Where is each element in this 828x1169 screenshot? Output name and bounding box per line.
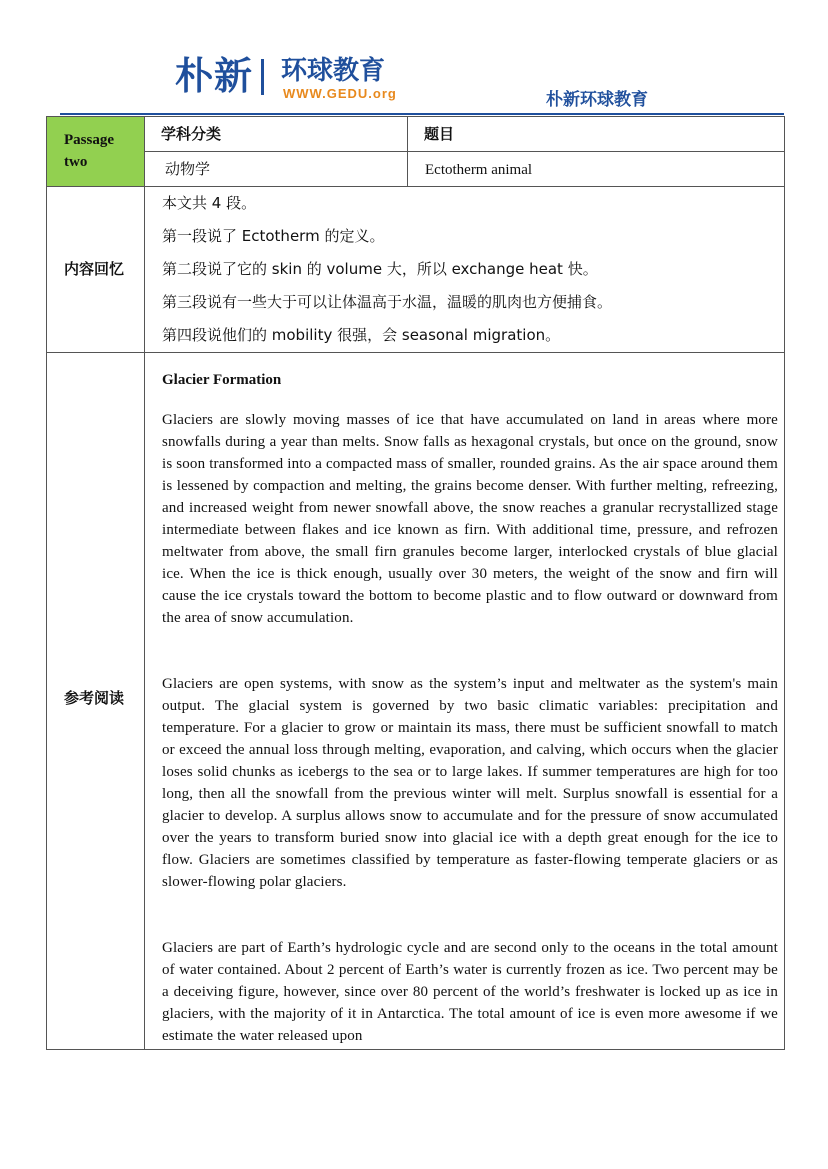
reading-paragraph: Glaciers are slowly moving masses of ice that have accumulated on land in areas where more snowfalls during a year than melts. Snow falls as hexagonal crystals, but once on the ground, snow is soon transformed into a compacted mass of smaller, rounded grains. As the air space around them is lessened by compaction and melting, the grains become denser. With further melting, refreezing, and increased weight from newer snowfall above, the snow reaches a granular recrystallized stage intermediate between flakes and ice known as firn. With additional time, pressure, and refrozen meltwater from above, the small firn granules become larger, interlocked crystals of blue glacial ice. When the ice is thick enough, usually over 30 meters, the weight of the snow and firn will cause the ice crystals toward the bottom to become plastic and to flow outward or downward from the area of snow accumulation.: [162, 412, 778, 626]
passage-label-line-1: Passage: [64, 132, 114, 148]
passage-label: [64, 129, 114, 173]
reading-label: 参考阅读: [64, 689, 125, 707]
recap-label: 内容回忆: [64, 260, 125, 278]
passage-label-line-2: two: [64, 154, 88, 170]
subject-header-cell: [145, 117, 408, 152]
reading-paragraph: Glaciers are open systems, with snow as the system’s input and meltwater as the system's main output. The glacial system is governed by two basic climatic variables: precipitation and temperature. For a glacier to grow or maintain its mass, there must be sufficient snowfall to match or exceed the annual loss through melting, evaporation, and calving, which occurs when the glacier loses solid chunks as icebergs to the sea or to large lakes. If summer temperatures are high for too long, then all the snowfall from the previous winter will melt. Surplus snowfall is essential for a glacier to develop. A surplus allows snow to accumulate and for the pressure of snow accumulated over the years to transform buried snow into glacial ice with a depth great enough for the ice to flow. Glaciers are sometimes classified by temperature as faster-flowing temperate glaciers or as slower-flowing polar glaciers.: [162, 676, 778, 890]
reading-paragraph: Glaciers are part of Earth’s hydrologic cycle and are second only to the oceans in the total amount of water contained. About 2 percent of Earth’s water is currently frozen as ice. Two percent may be a deceiving figure, however, since over 80 percent of the world’s freshwater is locked up as ice in glaciers, with the majority of it in Antarctica. The total amount of ice is even more awesome if we estimate the water released upon: [162, 940, 778, 1044]
title-header-cell: [408, 117, 784, 152]
recap-line: 第三段说有一些大于可以让体温高于水温，温暖的肌肉也方便捕食。: [162, 293, 613, 311]
subject-value: 动物学: [165, 160, 211, 178]
title-value: Ectotherm animal: [425, 162, 533, 178]
subject-value-cell: [145, 152, 408, 187]
recap-label-cell: [47, 187, 145, 353]
reading-label-cell: [47, 353, 145, 1049]
logo-url: WWW.GEDU.org: [283, 86, 397, 101]
gedu-logo: [175, 52, 415, 108]
recap-line: 第二段说了它的 skin 的 volume 大，所以 exchange heat 快。: [162, 260, 598, 278]
logo-brand-name: 环球教育: [281, 56, 386, 86]
logo-brand-cn: 朴新: [175, 54, 254, 98]
header-divider: [60, 113, 784, 115]
title-header: 题目: [424, 125, 455, 143]
recap-line: 本文共 4 段。: [162, 194, 257, 212]
reading-title: Glacier Formation: [162, 372, 282, 388]
passage-label-cell: [47, 117, 145, 187]
title-value-cell: [408, 152, 784, 187]
passage-table: [46, 116, 785, 1050]
header-brand-text: 朴新环球教育: [546, 90, 648, 110]
recap-line: 第一段说了 Ectotherm 的定义。: [162, 227, 385, 245]
logo-divider: [261, 59, 264, 95]
recap-content: [145, 187, 784, 353]
recap-line: 第四段说他们的 mobility 很强，会 seasonal migration。: [162, 326, 561, 344]
reading-content: [145, 353, 784, 1049]
subject-header: 学科分类: [161, 125, 222, 143]
